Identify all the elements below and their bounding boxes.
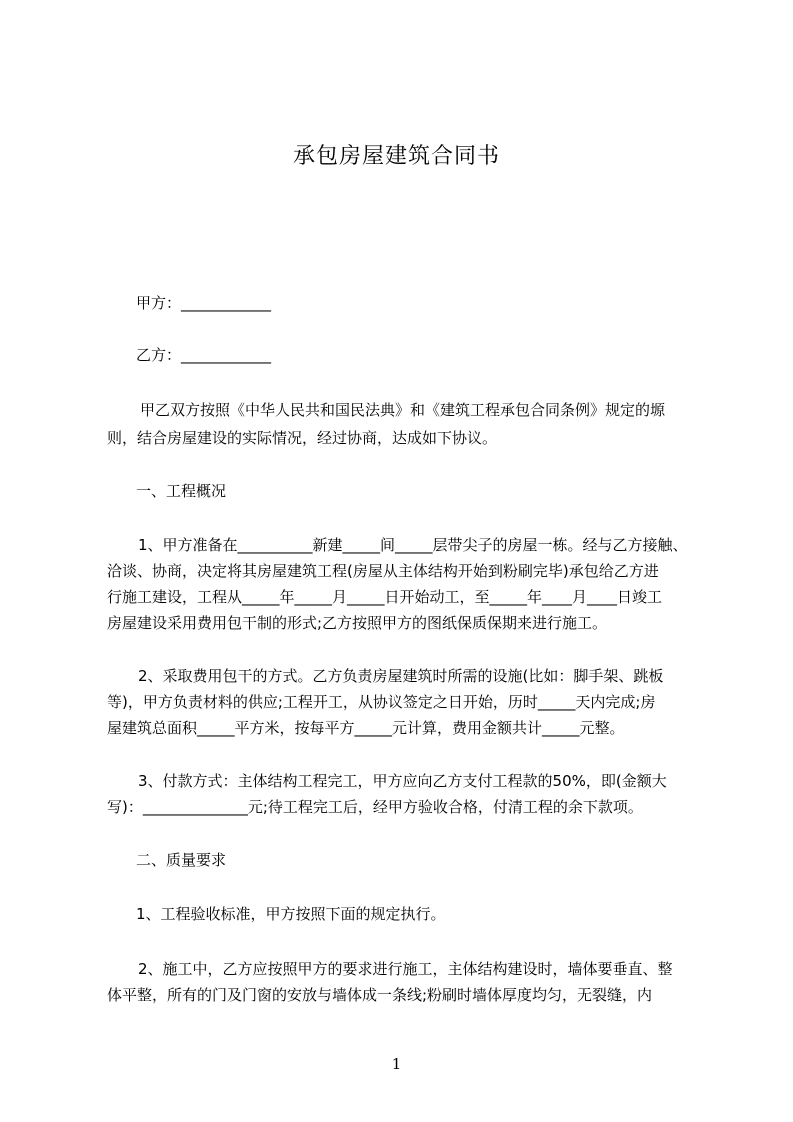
intro-line-2: 则，结合房屋建设的实际情况，经过协商，达成如下协议。 bbox=[107, 429, 498, 447]
section-heading-1: 一、工程概况 bbox=[136, 482, 227, 500]
page-number: 1 bbox=[391, 1055, 402, 1073]
quality-item2-line-2: 体平整，所有的门及门窗的安放与墙体成一条线;粉刷时墙体厚度均匀，无裂缝，内 bbox=[107, 986, 653, 1004]
party-b-line: 乙方：____________ bbox=[136, 346, 272, 364]
quality-item1-line: 1、工程验收标准，甲方按照下面的规定执行。 bbox=[136, 905, 446, 923]
intro-line-1: 甲乙双方按照《中华人民共和国民法典》和《建筑工程承包合同条例》规定的塬 bbox=[140, 401, 666, 419]
item1-line-1: 1、甲方准备在__________新建_____间_____层带尖子的房屋一栋。经与乙方接触、 bbox=[138, 536, 688, 554]
item1-line-4: 房屋建设采用费用包干制的形式;乙方按照甲方的图纸保质保期来进行施工。 bbox=[107, 614, 608, 632]
item3-line-1: 3、付款方式：主体结构工程完工，甲方应向乙方支付工程款的50%，即(金额大 bbox=[138, 772, 667, 790]
item3-line-2: 写)：______________元;待工程完工后，经甲方验收合格，付清工程的余下款项。 bbox=[107, 798, 643, 816]
quality-item2-line-1: 2、施工中，乙方应按照甲方的要求进行施工，主体结构建设时，墙体要垂直、整 bbox=[138, 960, 673, 978]
item1-line-3: 行施工建设，工程从_____年_____月_____日开始动工，至_____年____月____日竣工 bbox=[107, 588, 663, 606]
document-title: 承包房屋建筑合同书 bbox=[292, 144, 500, 169]
item1-line-2: 洽谈、协商，决定将其房屋建筑工程(房屋从主体结构开始到粉刷完毕)承包给乙方进 bbox=[107, 562, 659, 580]
item2-line-2: 等)，甲方负责材料的供应;工程开工，从协议签定之日开始，历时_____天内完成;房 bbox=[107, 693, 656, 711]
party-a-line: 甲方：____________ bbox=[136, 294, 272, 312]
item2-line-1: 2、采取费用包干的方式。乙方负责房屋建筑时所需的设施(比如：脚手架、跳板 bbox=[138, 667, 664, 685]
section-heading-2: 二、质量要求 bbox=[136, 851, 227, 869]
item2-line-3: 屋建筑总面积_____平方米，按每平方_____元计算，费用金额共计_____元整。 bbox=[107, 719, 625, 737]
